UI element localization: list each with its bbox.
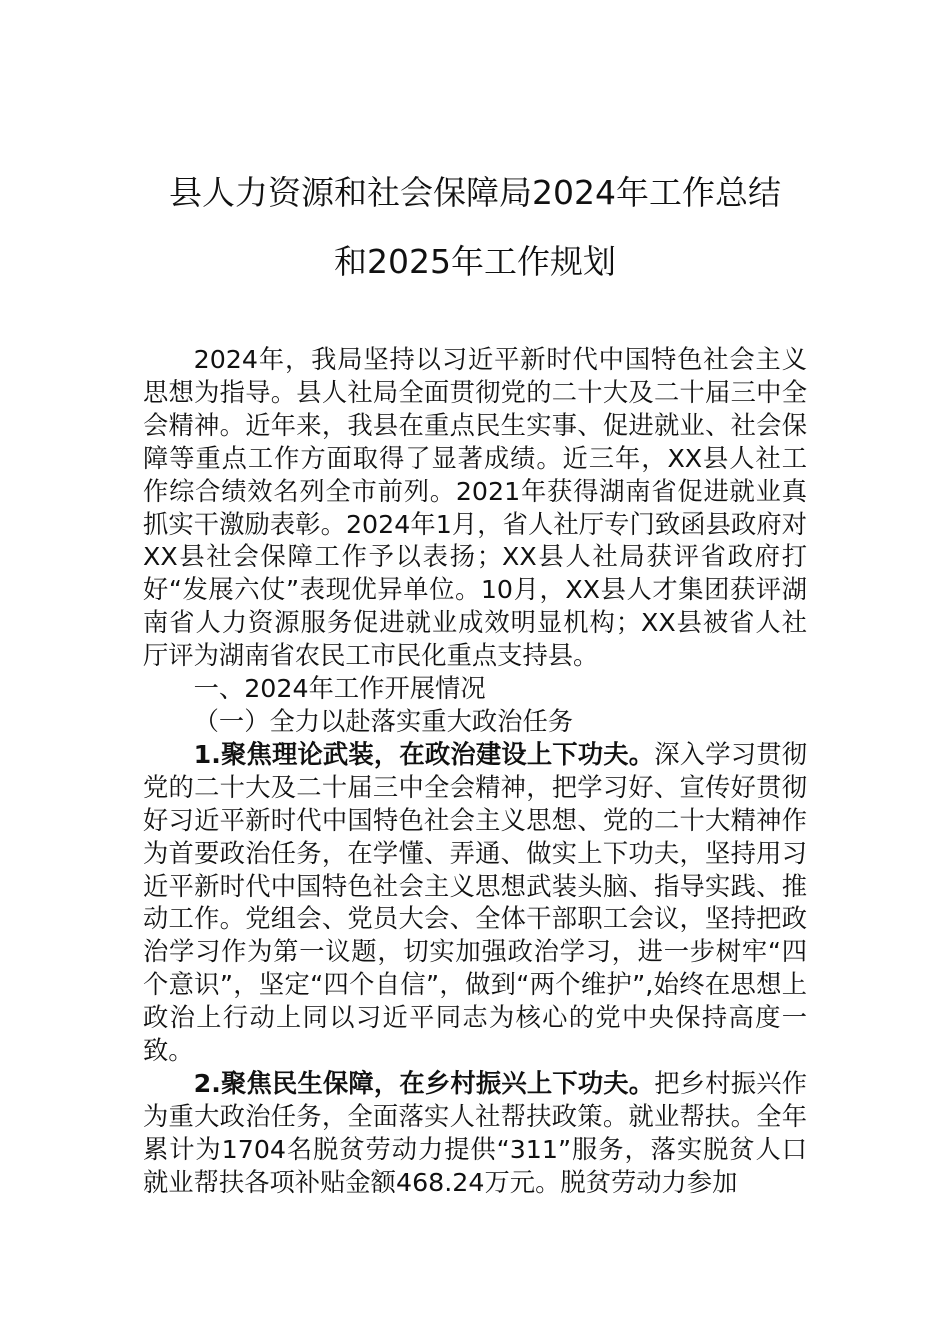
document-title <box>143 0 807 296</box>
document-page <box>143 0 807 1200</box>
item-2-lead: 2.聚焦民生保障，在乡村振兴上下功夫。 <box>193 1068 655 1098</box>
item-2-paragraph <box>143 1068 807 1200</box>
title-line-1: 县人力资源和社会保障局2024年工作总结 <box>169 173 781 212</box>
title-line-2: 和2025年工作规划 <box>334 242 616 281</box>
section-heading: 一、2024年工作开展情况 <box>193 674 486 704</box>
item-1-lead: 1.聚焦理论武装，在政治建设上下功夫。 <box>193 739 655 769</box>
subsection-heading: （一）全力以赴落实重大政治任务 <box>193 706 574 736</box>
item-1-text: 深入学习贯彻党的二十大及二十届三中全会精神，把学习好、宣传好贯彻好习近平新时代中国特色社会主义思想、党的二十大精神作为首要政治任务，在学懂、弄通、做实上下功夫，坚持用习近平新时代中国特色社会主义思想武装头脑、指导实践、推动工作。党组会、党员大会、全体干部职工会议，坚持把政治学习作为第一议题，切实加强政治学习，进一步树牢“四个意识”，坚定“四个自信”，做到“两个维护”,始终在思想上政治上行动上同以习近平同志为核心的党中央保持高度一致。 <box>143 739 807 1066</box>
item-2-text: 把乡村振兴作为重大政治任务，全面落实人社帮扶政策。就业帮扶。全年累计为1704名脱贫劳动力提供“311”服务，落实脱贫人口就业帮扶各项补贴金额468.24万元。脱贫劳动力参加 <box>143 1068 807 1197</box>
intro-paragraph: 2024年，我局坚持以习近平新时代中国特色社会主义思想为指导。县人社局全面贯彻党的二十大及二十届三中全会精神。近年来，我县在重点民生实事、促进就业、社会保障等重点工作方面取得了显著成绩。近三年，XX县人社工作综合绩效名列全市前列。2021年获得湖南省促进就业真抓实干激励表彰。2024年1月，省人社厅专门致函县政府对XX县社会保障工作予以表扬；XX县人社局获评省政府打好“发展六仗”表现优异单位。10月，XX县人才集团获评湖南省人力资源服务促进就业成效明显机构；XX县被省人社厅评为湖南省农民工市民化重点支持县。 <box>143 345 807 671</box>
item-1-paragraph <box>143 739 807 1068</box>
document-body <box>143 344 807 1200</box>
